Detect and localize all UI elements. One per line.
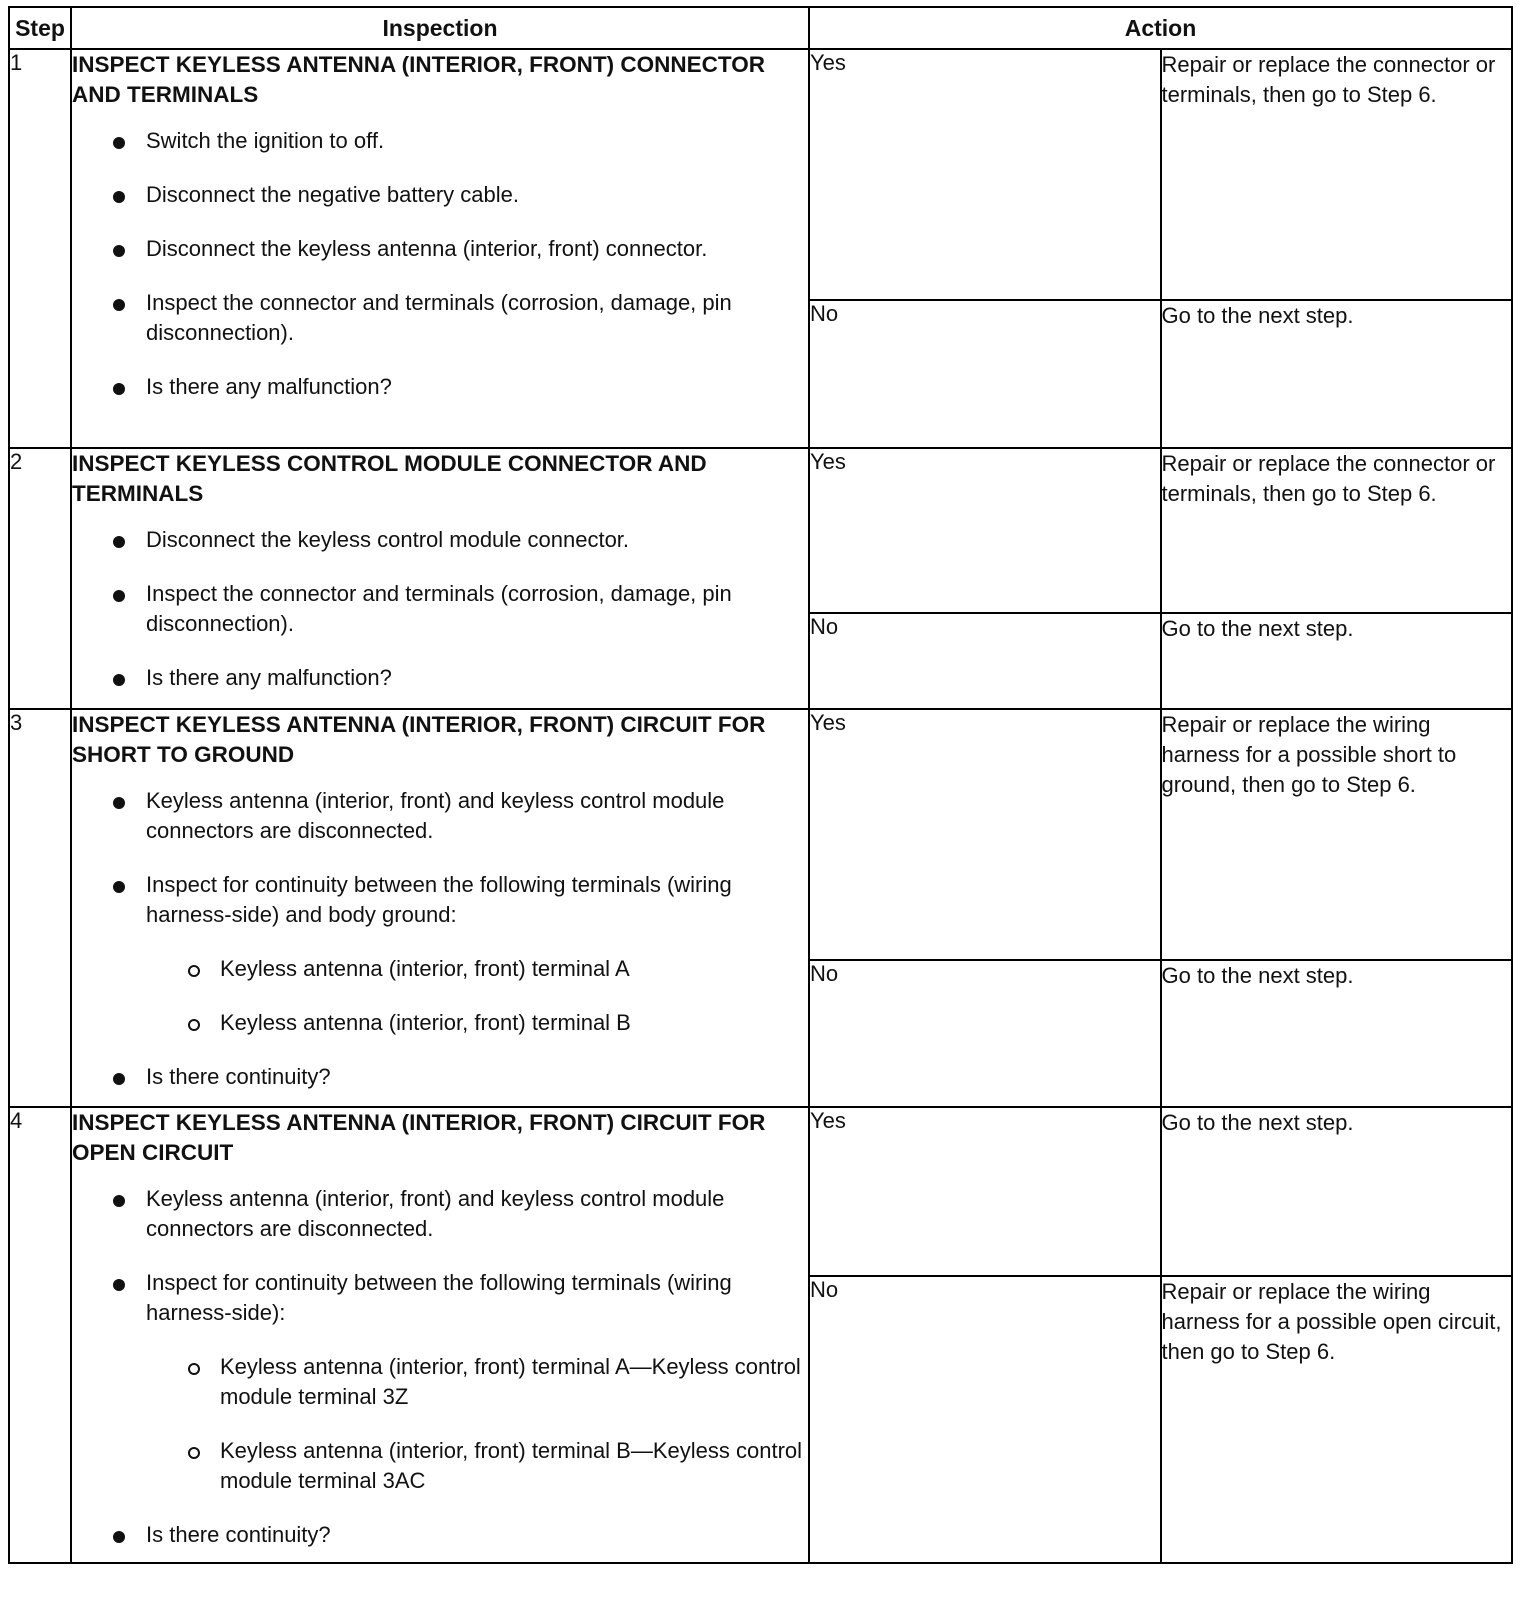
bullet-item: Keyless antenna (interior, front) and keyless control module connectors are disconnected. (72, 1184, 808, 1244)
step-3-yes-row (9, 709, 1512, 960)
inspection-cell (71, 448, 809, 709)
yes-action: Repair or replace the connector or terminals, then go to Step 6. (1161, 448, 1513, 613)
no-action: Go to the next step. (1161, 613, 1513, 709)
no-label: No (809, 300, 1161, 448)
bullet-item: Disconnect the negative battery cable. (72, 180, 808, 210)
bullet-list (72, 525, 808, 693)
yes-label: Yes (809, 709, 1161, 960)
no-label: No (809, 613, 1161, 709)
step-1-yes-row (9, 49, 1512, 300)
bullet-item (72, 1268, 808, 1496)
step-number: 3 (9, 709, 71, 1107)
bullet-list (72, 1184, 808, 1550)
bullet-item: Is there any malfunction? (72, 372, 808, 402)
sub-list (146, 954, 808, 1038)
yes-action: Repair or replace the wiring harness for a possible short to ground, then go to Step 6. (1161, 709, 1513, 960)
bullet-item: Is there continuity? (72, 1062, 808, 1092)
diagnostic-table (8, 6, 1513, 1564)
bullet-item: Inspect the connector and terminals (corrosion, damage, pin disconnection). (72, 288, 808, 348)
sub-item: Keyless antenna (interior, front) terminal A—Keyless control module terminal 3Z (146, 1352, 808, 1412)
header-inspection: Inspection (71, 7, 809, 49)
no-label: No (809, 1276, 1161, 1563)
header-action: Action (809, 7, 1512, 49)
inspection-cell (71, 709, 809, 1107)
step-number: 2 (9, 448, 71, 709)
yes-action: Repair or replace the connector or terminals, then go to Step 6. (1161, 49, 1513, 300)
step-2-yes-row (9, 448, 1512, 613)
bullet-list (72, 786, 808, 1092)
sub-list (146, 1352, 808, 1496)
sub-item: Keyless antenna (interior, front) terminal B—Keyless control module terminal 3AC (146, 1436, 808, 1496)
bullet-item: Switch the ignition to off. (72, 126, 808, 156)
step-number: 1 (9, 49, 71, 448)
step-4-yes-row (9, 1107, 1512, 1276)
step-title: INSPECT KEYLESS ANTENNA (INTERIOR, FRONT) CIRCUIT FOR SHORT TO GROUND (72, 712, 766, 767)
no-label: No (809, 960, 1161, 1107)
header-row (9, 7, 1512, 49)
bullet-text: Inspect for continuity between the following terminals (wiring harness-side) and body ground: (146, 872, 732, 927)
step-title: INSPECT KEYLESS ANTENNA (INTERIOR, FRONT) CIRCUIT FOR OPEN CIRCUIT (72, 1110, 766, 1165)
header-step: Step (9, 7, 71, 49)
bullet-item: Disconnect the keyless antenna (interior, front) connector. (72, 234, 808, 264)
no-action: Go to the next step. (1161, 300, 1513, 448)
sub-item: Keyless antenna (interior, front) terminal B (146, 1008, 808, 1038)
step-title: INSPECT KEYLESS CONTROL MODULE CONNECTOR AND TERMINALS (72, 451, 707, 506)
yes-label: Yes (809, 448, 1161, 613)
bullet-item: Keyless antenna (interior, front) and keyless control module connectors are disconnected. (72, 786, 808, 846)
step-title: INSPECT KEYLESS ANTENNA (INTERIOR, FRONT) CONNECTOR AND TERMINALS (72, 52, 765, 107)
bullet-list (72, 126, 808, 402)
no-action: Go to the next step. (1161, 960, 1513, 1107)
yes-label: Yes (809, 1107, 1161, 1276)
inspection-cell (71, 49, 809, 448)
bullet-text: Inspect for continuity between the following terminals (wiring harness-side): (146, 1270, 732, 1325)
bullet-item: Disconnect the keyless control module connector. (72, 525, 808, 555)
inspection-cell (71, 1107, 809, 1563)
yes-label: Yes (809, 49, 1161, 300)
yes-action: Go to the next step. (1161, 1107, 1513, 1276)
step-number: 4 (9, 1107, 71, 1563)
sub-item: Keyless antenna (interior, front) terminal A (146, 954, 808, 984)
bullet-item: Is there any malfunction? (72, 663, 808, 693)
bullet-item: Inspect the connector and terminals (corrosion, damage, pin disconnection). (72, 579, 808, 639)
bullet-item (72, 870, 808, 1038)
bullet-item: Is there continuity? (72, 1520, 808, 1550)
no-action: Repair or replace the wiring harness for a possible open circuit, then go to Step 6. (1161, 1276, 1513, 1563)
